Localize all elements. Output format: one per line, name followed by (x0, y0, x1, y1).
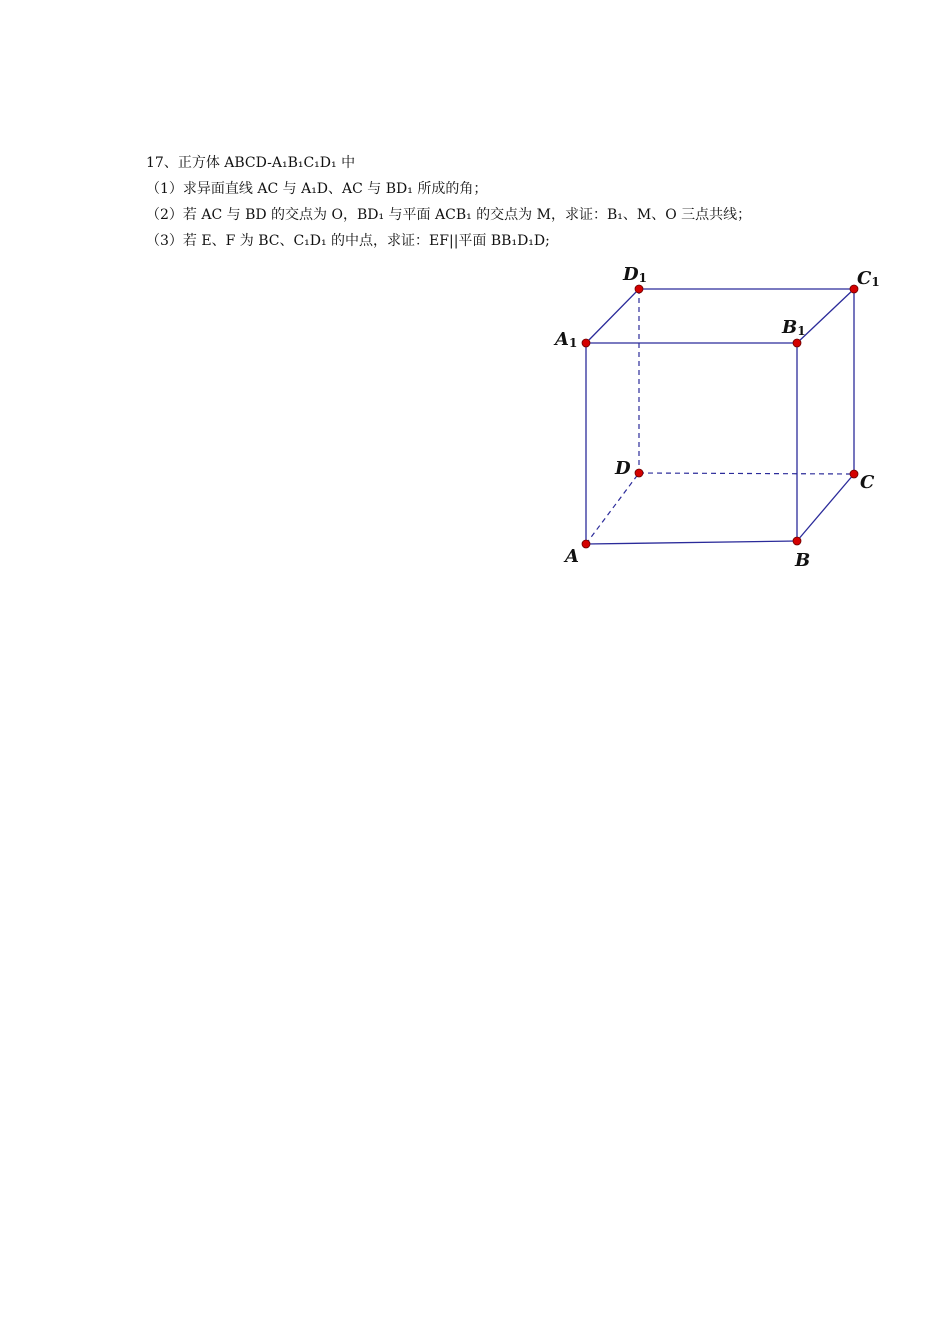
cube-figure (540, 255, 900, 585)
vertex-a (582, 540, 590, 548)
edge-b-c (797, 474, 854, 541)
label-c1: C1 (857, 268, 880, 289)
label-d1: D1 (623, 264, 647, 285)
vertex-d (635, 469, 643, 477)
problem-part-3: （3）若 E、F 为 BC、C₁D₁ 的中点，求证：EF||平面 BB₁D₁D; (146, 233, 550, 249)
label-c: C (860, 472, 875, 493)
label-b: B (795, 550, 811, 571)
vertex-b1 (793, 339, 801, 347)
label-d: D (615, 458, 631, 479)
vertex-a1 (582, 339, 590, 347)
vertex-b (793, 537, 801, 545)
vertex-c (850, 470, 858, 478)
vertex-labels (553, 264, 880, 571)
label-a: A (565, 546, 579, 567)
edge-d-c (639, 473, 854, 474)
cube-edges (586, 289, 854, 544)
vertex-d1 (635, 285, 643, 293)
problem-part-1: （1）求异面直线 AC 与 A₁D、AC 与 BD₁ 所成的角； (146, 181, 488, 197)
label-b1: B1 (782, 317, 806, 338)
edge-a-d (586, 473, 639, 544)
problem-part-2: （2）若 AC 与 BD 的交点为 O，BD₁ 与平面 ACB₁ 的交点为 M，求证：B₁、M、O 三点共线； (146, 207, 752, 223)
problem-title: 17、正方体 ABCD-A₁B₁C₁D₁ 中 (146, 155, 356, 171)
edge-a1-d1 (586, 289, 639, 343)
edge-a-b (586, 541, 797, 544)
problem-text (146, 150, 806, 254)
label-a1: A1 (555, 329, 578, 350)
cube-diagram (540, 255, 900, 585)
